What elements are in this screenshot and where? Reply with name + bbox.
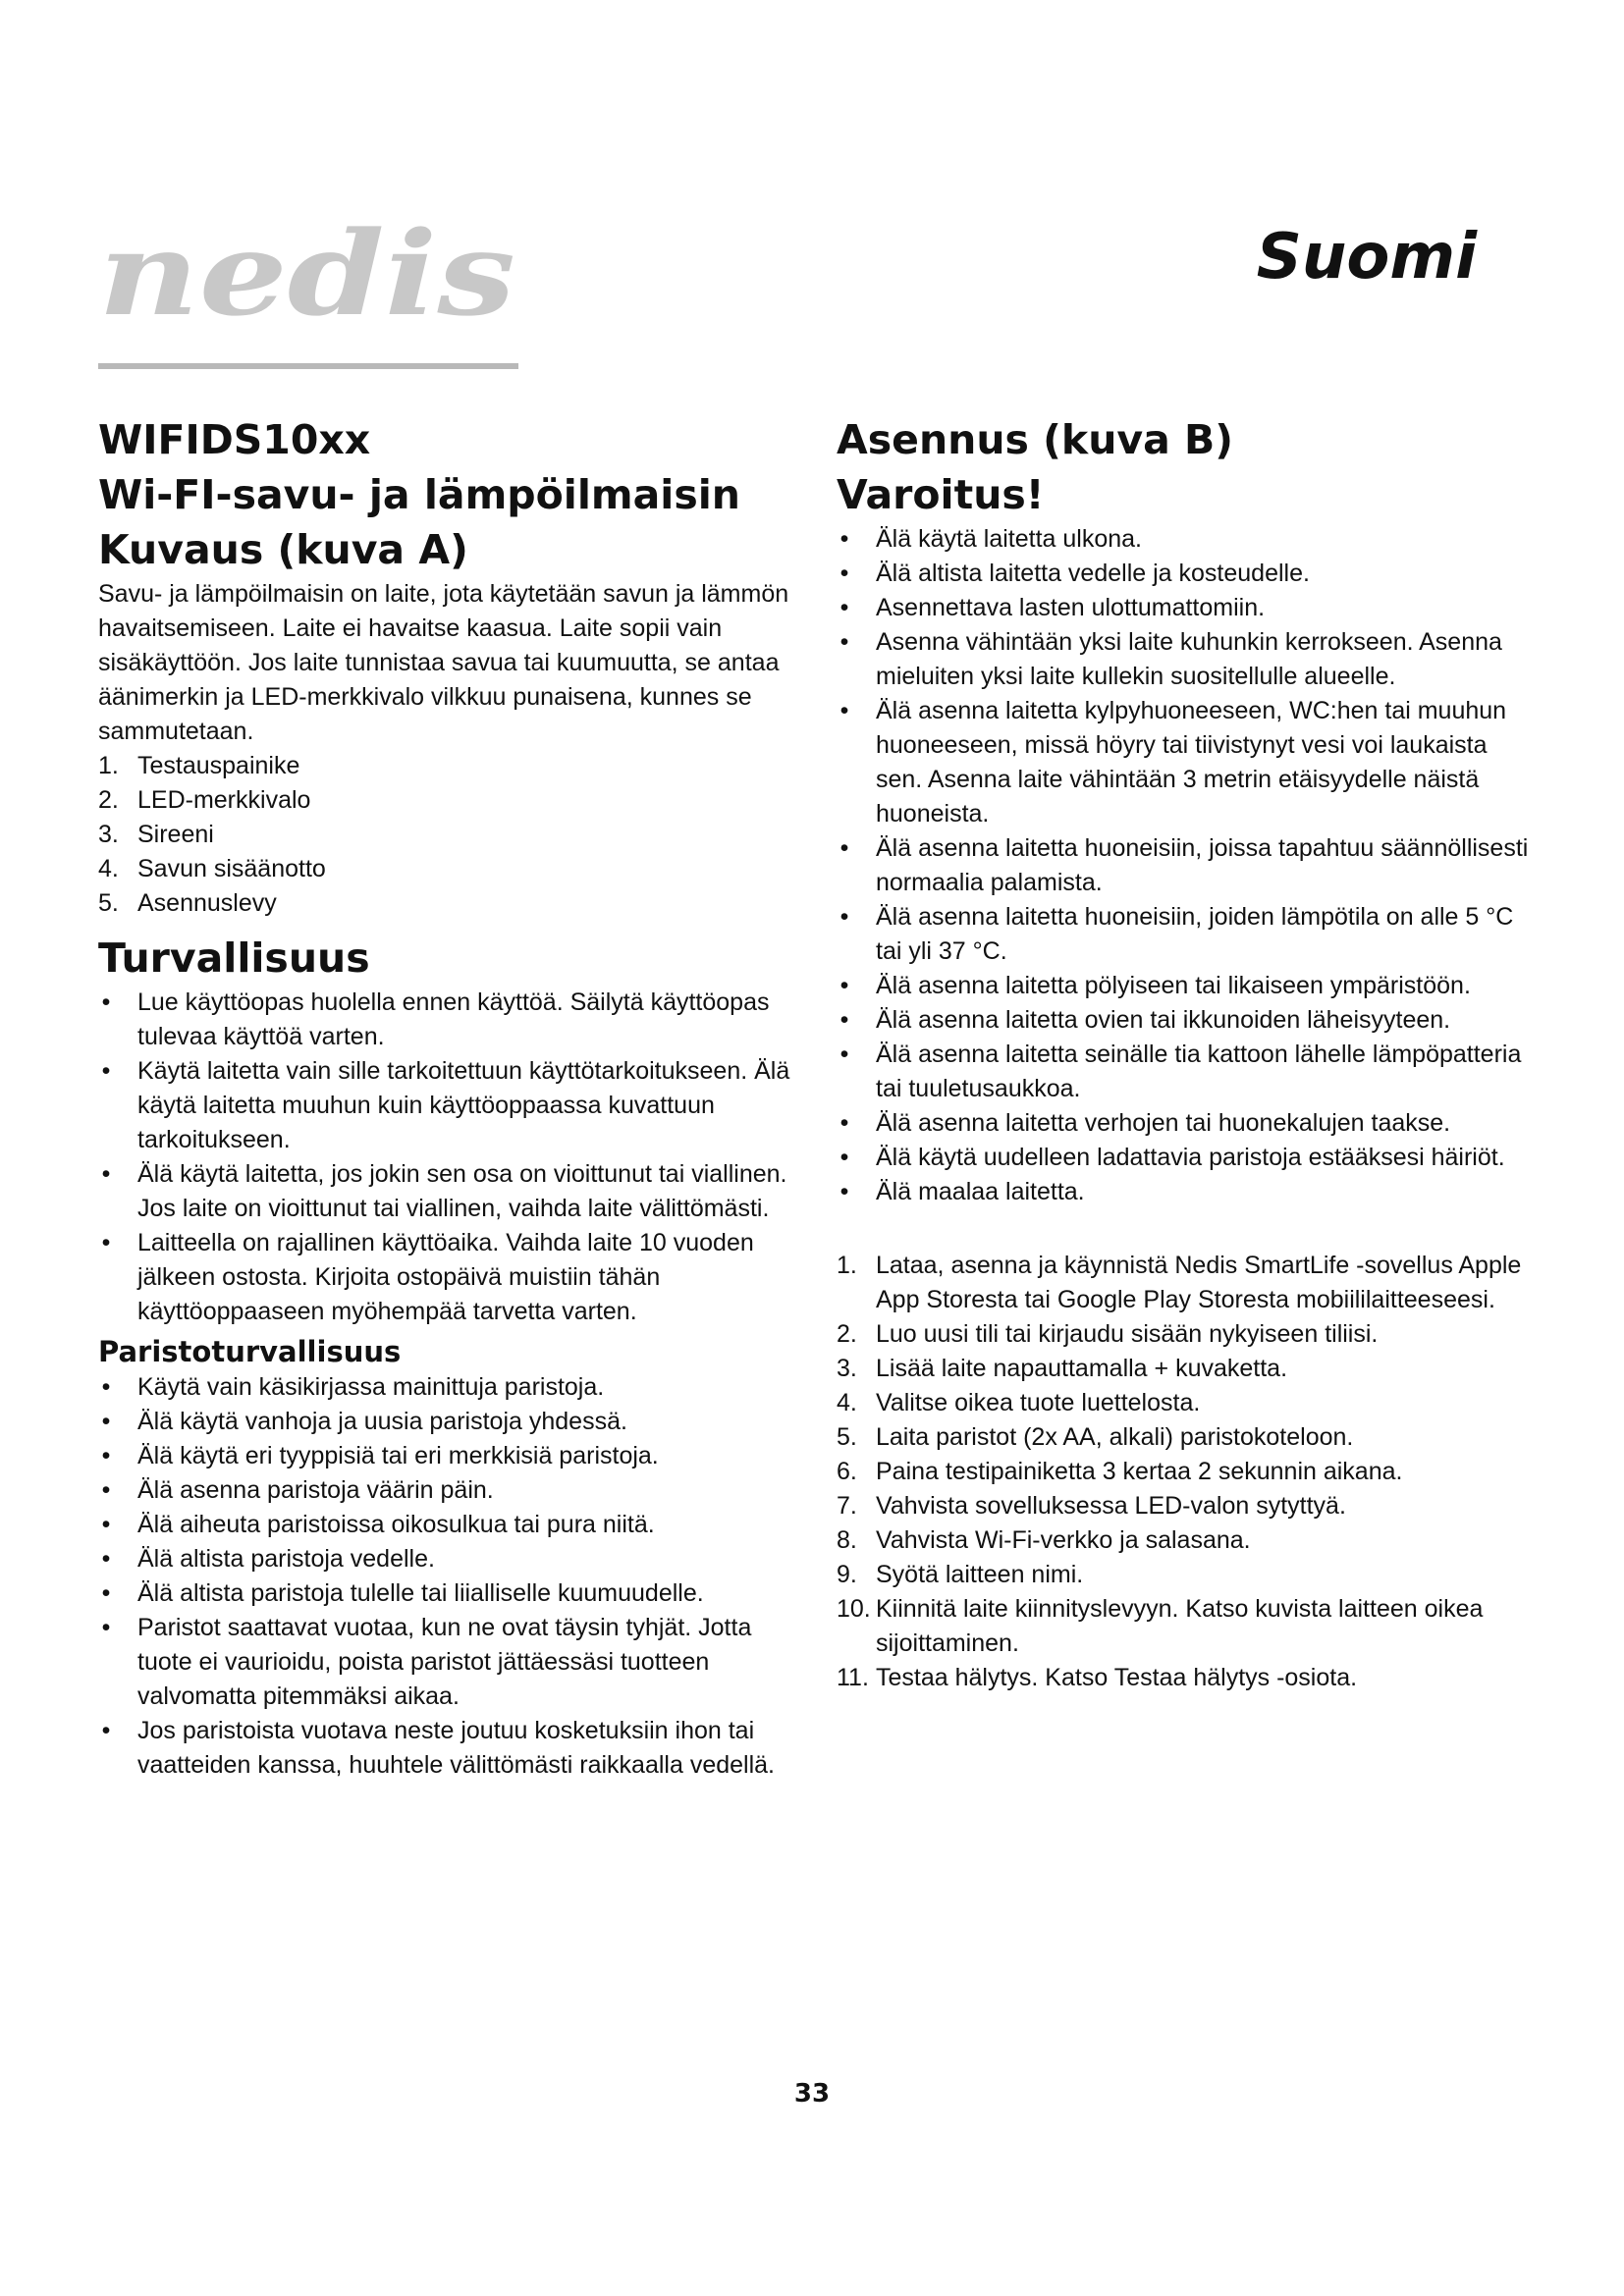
description-heading: Kuvaus (kuva A) [98,526,468,573]
list-item: 3. Sireeni [98,821,214,848]
warning-heading: Varoitus! [837,471,1045,518]
list-item: • Jos paristoista vuotava neste joutuu kosketuksiin ihon tai vaatteiden kanssa, huuhtele välittömästi raikkaalla vedellä. [98,1714,795,1783]
language-label: Suomi [1256,221,1477,294]
list-item: 10. Kiinnitä laite kiinnityslevyyn. Katso kuvista laitteen oikea sijoittaminen. [837,1595,1484,1657]
parts-list [98,749,795,921]
product-title: Wi-FI-savu- ja lämpöilmaisin [98,471,740,518]
list-item: 6. Paina testipainiketta 3 kertaa 2 sekunnin aikana. [837,1458,1403,1485]
list-item: • Älä käytä vanhoja ja uusia paristoja yhdessä. [98,1405,795,1439]
list-item: 2. Luo uusi tili tai kirjaudu sisään nykyiseen tiliisi. [837,1320,1379,1348]
list-item: • Älä asenna laitetta verhojen tai huonekalujen taakse. [837,1106,1534,1141]
list-item: • Laitteella on rajallinen käyttöaika. Vaihda laite 10 vuoden jälkeen ostosta. Kirjoita ostopäivä muistiin tähän käyttöoppaaseen myöhempää tarvetta varten. [98,1226,795,1329]
installation-steps [837,1249,1534,1695]
list-item: • Älä asenna laitetta seinälle tia kattoon lähelle lämpöpatteria tai tuuletusaukkoa. [837,1038,1534,1106]
list-item: 8. Vahvista Wi-Fi-verkko ja salasana. [837,1526,1251,1554]
logo-wordmark: nedis [98,211,515,342]
list-item: • Älä asenna laitetta pölyiseen tai likaiseen ympäristöön. [837,969,1534,1003]
list-item: 4. Valitse oikea tuote luettelosta. [837,1389,1201,1416]
list-item: • Älä asenna laitetta huoneisiin, joiden lämpötila on alle 5 °C tai yli 37 °C. [837,900,1534,969]
left-column [98,412,795,1783]
list-item: • Asenna vähintään yksi laite kuhunkin kerrokseen. Asenna mieluiten yksi laite kullekin suositellulle alueelle. [837,625,1534,694]
list-item: • Älä asenna laitetta kylpyhuoneeseen, WC:hen tai muuhun huoneeseen, missä höyry tai tiivistynyt vesi voi laukaista sen. Asenna laite vähintään 3 metrin etäisyydelle näistä huoneista. [837,694,1534,831]
page-number: 33 [793,2079,831,2109]
list-item: • Lue käyttöopas huolella ennen käyttöä. Säilytä käyttöopas tulevaa käyttöä varten. [98,986,795,1054]
list-item: • Älä asenna paristoja väärin päin. [98,1473,795,1508]
list-item: • Älä maalaa laitetta. [837,1175,1534,1209]
list-item: 5. Asennuslevy [98,889,277,917]
description-text: Savu- ja lämpöilmaisin on laite, jota käytetään savun ja lämmön havaitsemiseen. Laite ei havaitse kaasua. Laite sopii vain sisäkäyttöön. Jos laite tunnistaa savua tai kuumuutta, se antaa äänimerkin ja LED-merkkivalo vilkkuu punaisena, kunnes se sammutetaan. [98,580,789,745]
nedis-logo [98,211,520,373]
list-item: • Älä asenna laitetta ovien tai ikkunoiden läheisyyteen. [837,1003,1534,1038]
list-item: • Paristot saattavat vuotaa, kun ne ovat täysin tyhjät. Jotta tuote ei vaurioidu, poista paristot jättäessäsi tuotteen valvomatta pitemmäksi aikaa. [98,1611,795,1714]
right-column [837,412,1534,1695]
model-heading: WIFIDS10xx [98,416,371,463]
warning-list [837,522,1534,1209]
list-item: • Asennettava lasten ulottumattomiin. [837,591,1534,625]
logo-rule [98,363,518,369]
list-item: 7. Vahvista sovelluksessa LED-valon sytyttyä. [837,1492,1346,1520]
list-item: 11. Testaa hälytys. Katso Testaa hälytys -osiota. [837,1664,1358,1691]
list-item: 9. Syötä laitteen nimi. [837,1561,1084,1588]
list-item: • Älä asenna laitetta huoneisiin, joissa tapahtuu säännöllisesti normaalia palamista. [837,831,1534,900]
battery-safety-heading: Paristoturvallisuus [98,1335,402,1368]
battery-safety-list [98,1370,795,1783]
safety-heading: Turvallisuus [98,934,370,982]
list-item: • Älä altista laitetta vedelle ja kosteudelle. [837,557,1534,591]
list-item: • Käytä laitetta vain sille tarkoitettuun käyttötarkoitukseen. Älä käytä laitetta muuhun kuin käyttöoppaassa kuvattuun tarkoitukseen. [98,1054,795,1157]
list-item: 5. Laita paristot (2x AA, alkali) paristokoteloon. [837,1423,1354,1451]
list-item: 2. LED-merkkivalo [98,786,311,814]
list-item: • Älä altista paristoja tulelle tai liialliselle kuumuudelle. [98,1576,795,1611]
list-item: • Käytä vain käsikirjassa mainittuja paristoja. [98,1370,795,1405]
list-item: • Älä käytä laitetta, jos jokin sen osa on vioittunut tai viallinen. Jos laite on vioittunut tai viallinen, vaihda laite välittömästi. [98,1157,795,1226]
safety-list [98,986,795,1329]
list-item: • Älä käytä uudelleen ladattavia paristoja estääksesi häiriöt. [837,1141,1534,1175]
installation-heading: Asennus (kuva B) [837,416,1234,463]
list-item: • Älä käytä laitetta ulkona. [837,522,1534,557]
list-item: 3. Lisää laite napauttamalla + kuvaketta. [837,1355,1288,1382]
list-item: • Älä aiheuta paristoissa oikosulkua tai pura niitä. [98,1508,795,1542]
list-item: 4. Savun sisäänotto [98,855,326,882]
list-item: • Älä altista paristoja vedelle. [98,1542,795,1576]
nedis-logo-graphic [98,211,520,373]
list-item: 1. Testauspainike [98,752,300,779]
list-item: • Älä käytä eri tyyppisiä tai eri merkkisiä paristoja. [98,1439,795,1473]
list-item: 1. Lataa, asenna ja käynnistä Nedis SmartLife -sovellus Apple App Storesta tai Google Play Storesta mobiililaitteeseesi. [837,1252,1522,1313]
